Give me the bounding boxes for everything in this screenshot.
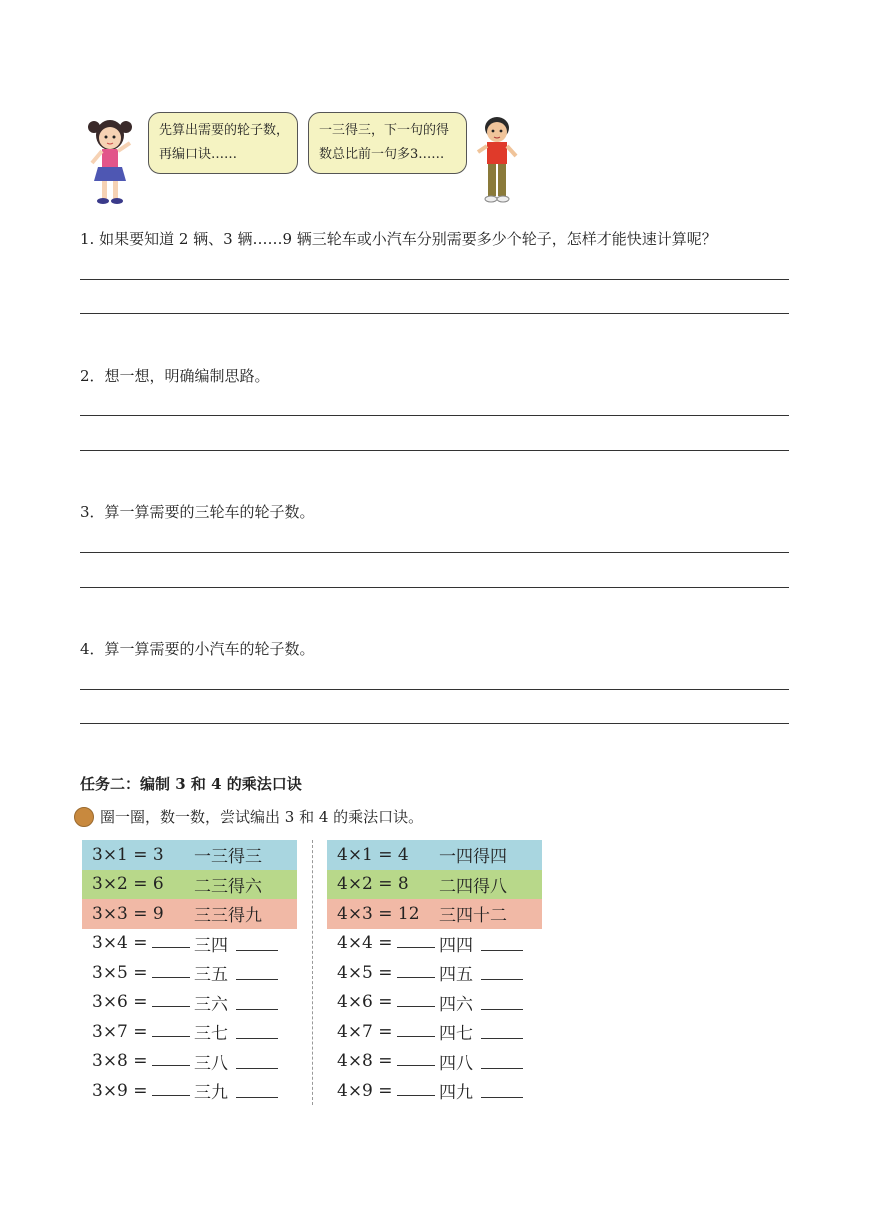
table-row — [327, 840, 542, 870]
answer-line[interactable] — [80, 689, 789, 690]
table-row — [82, 1047, 297, 1077]
table-3 — [82, 840, 297, 1106]
equation: 4×9 = — [337, 1080, 393, 1101]
equation: 3×4 = — [92, 933, 148, 954]
table-row — [327, 958, 542, 988]
rhyme-blank[interactable] — [236, 965, 278, 980]
equation: 4×5 = — [337, 962, 393, 983]
answer-blank[interactable] — [397, 1022, 435, 1037]
rhyme: 四六 — [439, 994, 473, 1015]
rhyme: 一四得四 — [439, 847, 507, 868]
rhyme: 三八 — [194, 1053, 228, 1074]
answer-line[interactable] — [80, 723, 789, 724]
instruction-text: 圈一圈，数一数，尝试编出 3 和 4 的乘法口诀。 — [100, 808, 424, 826]
bubble-line: 数总比前一句多3…… — [319, 147, 445, 162]
bubble-line: 再编口诀…… — [159, 147, 238, 162]
rhyme: 四五 — [439, 965, 473, 986]
table-row — [327, 1047, 542, 1077]
rhyme: 四九 — [439, 1083, 473, 1104]
table-row — [82, 988, 297, 1018]
rhyme: 三五 — [194, 965, 228, 986]
answer-blank[interactable] — [152, 1051, 190, 1066]
equation: 3×9 = — [92, 1080, 148, 1101]
rhyme-blank[interactable] — [481, 1024, 523, 1039]
answer-blank[interactable] — [397, 933, 435, 948]
answer-blank[interactable] — [152, 992, 190, 1007]
answer-blank[interactable] — [397, 963, 435, 978]
table-row — [327, 1076, 542, 1106]
answer-blank[interactable] — [397, 1051, 435, 1066]
answer-blank[interactable] — [397, 1081, 435, 1096]
rhyme-blank[interactable] — [481, 1054, 523, 1069]
table-row — [327, 870, 542, 900]
rhyme: 二三得六 — [194, 876, 262, 897]
girl-illustration — [80, 113, 140, 207]
rhyme: 二四得八 — [439, 876, 507, 897]
table-row — [327, 988, 542, 1018]
equation: 4×6 = — [337, 992, 393, 1013]
answer-line[interactable] — [80, 450, 789, 451]
answer-line[interactable] — [80, 415, 789, 416]
equation: 4×4 = — [337, 933, 393, 954]
rhyme: 一三得三 — [194, 847, 262, 868]
table-row — [82, 899, 297, 929]
table-row — [82, 958, 297, 988]
boy-illustration — [472, 110, 522, 206]
table-row — [82, 929, 297, 959]
rhyme: 三七 — [194, 1024, 228, 1045]
answer-blank[interactable] — [152, 1081, 190, 1096]
equation: 4×2 = 8 — [337, 874, 409, 895]
question-3: 3．算一算需要的三轮车的轮子数。 — [80, 503, 315, 521]
rhyme: 四七 — [439, 1024, 473, 1045]
girl-speech-bubble — [148, 112, 298, 174]
equation: 3×7 = — [92, 1021, 148, 1042]
table-row — [82, 840, 297, 870]
question-4: 4．算一算需要的小汽车的轮子数。 — [80, 640, 315, 658]
table-row — [327, 899, 542, 929]
equation: 4×3 = 12 — [337, 903, 420, 924]
answer-blank[interactable] — [397, 992, 435, 1007]
rhyme: 三四 — [194, 935, 228, 956]
bullet-dot-icon — [74, 807, 94, 827]
rhyme-blank[interactable] — [236, 1024, 278, 1039]
equation: 4×1 = 4 — [337, 844, 409, 865]
table-row — [82, 1017, 297, 1047]
rhyme-blank[interactable] — [481, 1083, 523, 1098]
bubble-line: 一三得三，下一句的得 — [319, 123, 450, 138]
rhyme-blank[interactable] — [236, 1054, 278, 1069]
rhyme-blank[interactable] — [481, 995, 523, 1010]
answer-blank[interactable] — [152, 933, 190, 948]
boy-speech-bubble — [308, 112, 467, 174]
equation: 3×3 = 9 — [92, 903, 164, 924]
answer-blank[interactable] — [152, 963, 190, 978]
rhyme: 四八 — [439, 1053, 473, 1074]
equation: 3×1 = 3 — [92, 844, 164, 865]
answer-line[interactable] — [80, 552, 789, 553]
rhyme-blank[interactable] — [236, 995, 278, 1010]
answer-line[interactable] — [80, 279, 789, 280]
instruction — [74, 806, 423, 827]
answer-blank[interactable] — [152, 1022, 190, 1037]
rhyme-blank[interactable] — [236, 936, 278, 951]
equation: 3×2 = 6 — [92, 874, 164, 895]
table-4 — [327, 840, 542, 1106]
rhyme: 四四 — [439, 935, 473, 956]
table-row — [327, 929, 542, 959]
equation: 3×5 = — [92, 962, 148, 983]
table-divider — [312, 840, 313, 1105]
equation: 3×6 = — [92, 992, 148, 1013]
rhyme-blank[interactable] — [481, 965, 523, 980]
table-row — [82, 870, 297, 900]
answer-line[interactable] — [80, 587, 789, 588]
equation: 3×8 = — [92, 1051, 148, 1072]
rhyme-blank[interactable] — [481, 936, 523, 951]
task-title: 任务二：编制 3 和 4 的乘法口诀 — [80, 775, 302, 793]
equation: 4×7 = — [337, 1021, 393, 1042]
bubble-line: 先算出需要的轮子数， — [159, 123, 290, 138]
rhyme: 三三得九 — [194, 906, 262, 927]
equation: 4×8 = — [337, 1051, 393, 1072]
table-row — [82, 1076, 297, 1106]
question-2: 2．想一想，明确编制思路。 — [80, 367, 270, 385]
rhyme: 三四十二 — [439, 906, 507, 927]
rhyme: 三六 — [194, 994, 228, 1015]
rhyme: 三九 — [194, 1083, 228, 1104]
rhyme-blank[interactable] — [236, 1083, 278, 1098]
table-row — [327, 1017, 542, 1047]
answer-line[interactable] — [80, 313, 789, 314]
question-1: 1. 如果要知道 2 辆、3 辆……9 辆三轮车或小汽车分别需要多少个轮子，怎样才能快速计算呢？ — [80, 230, 717, 248]
